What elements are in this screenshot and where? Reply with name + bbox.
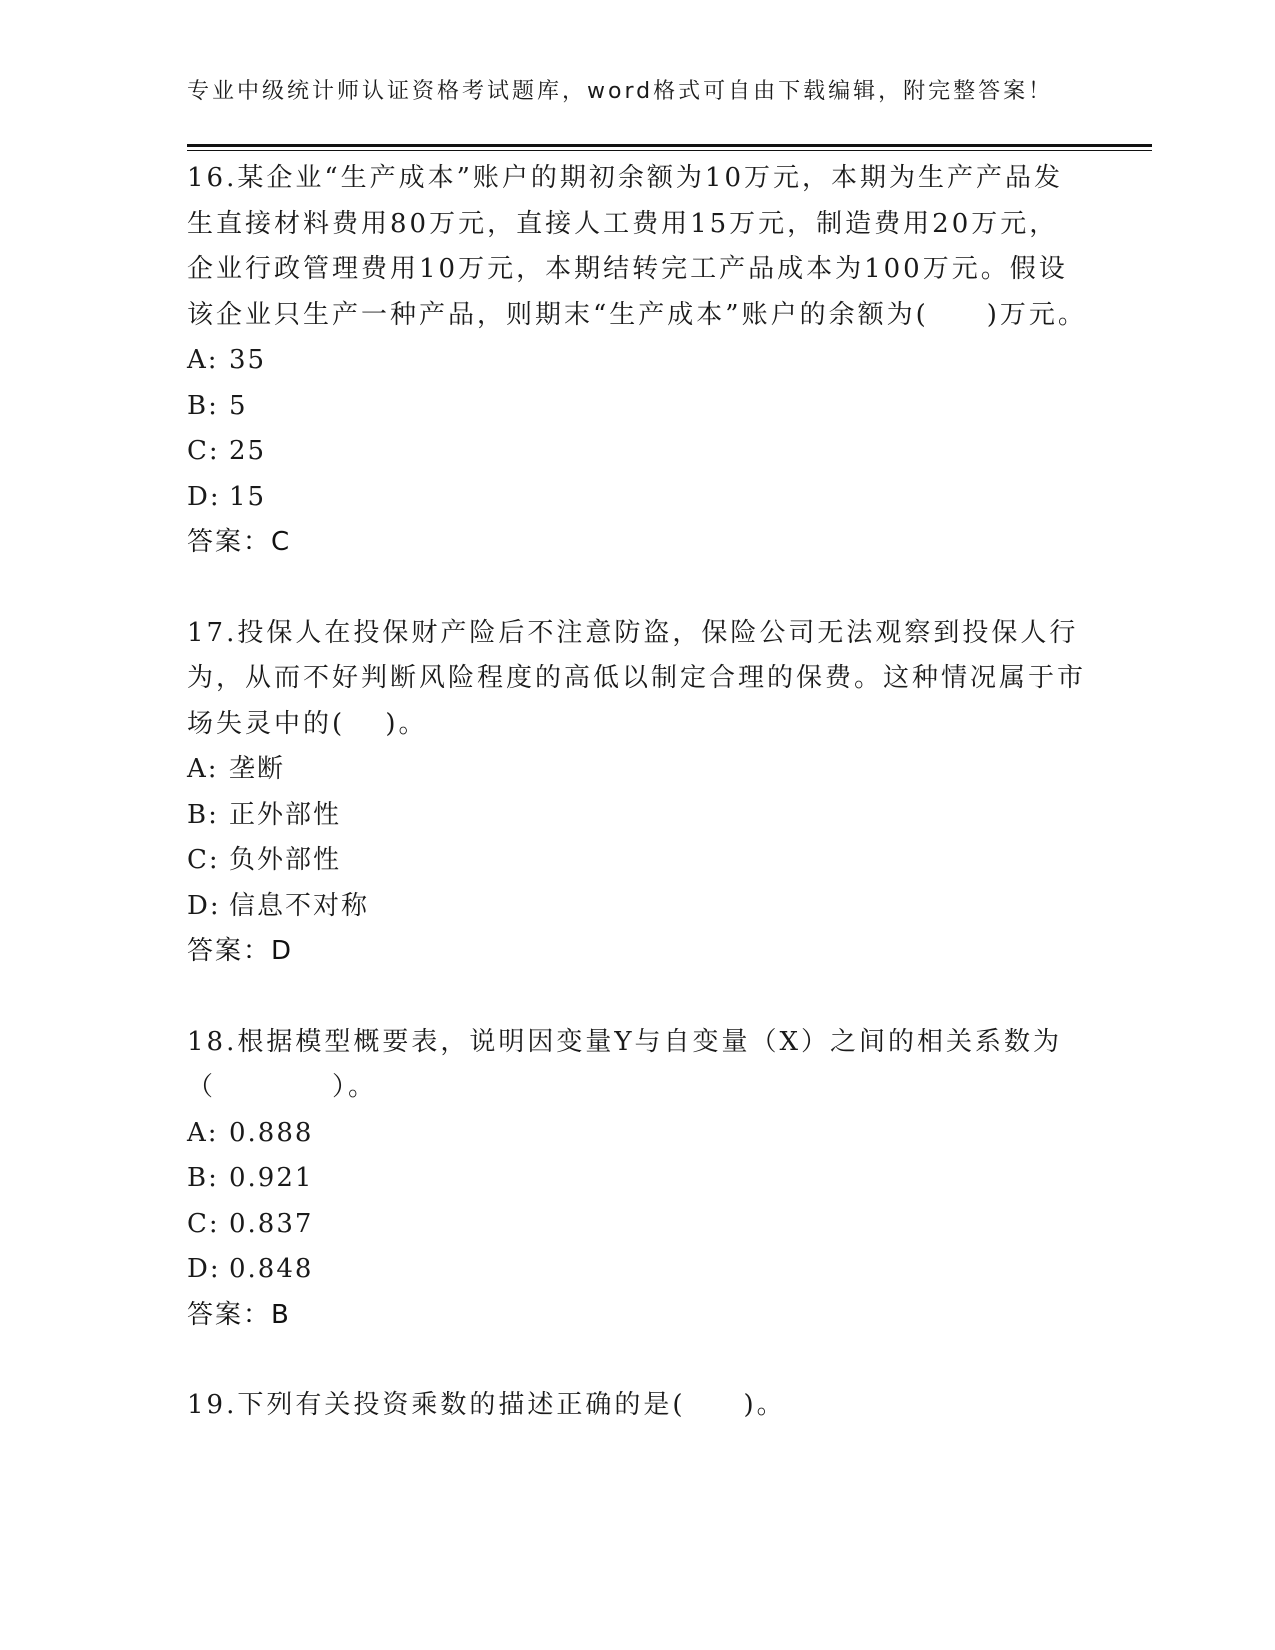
question-18 — [187, 1020, 1087, 1339]
option-letter: A: — [187, 754, 219, 784]
option-text: 15 — [229, 481, 267, 512]
option-text: 25 — [229, 436, 267, 466]
question-19 — [187, 1383, 1087, 1429]
option-letter: D: — [187, 481, 221, 512]
option-text: 0.848 — [229, 1254, 314, 1284]
question-list — [187, 156, 1087, 1429]
option-c — [187, 838, 1087, 884]
option-c — [187, 1202, 1087, 1248]
header-rule-thick — [187, 144, 1152, 147]
answer-line: 答案：D — [187, 936, 294, 966]
page-header: 专业中级统计师认证资格考试题库，word格式可自由下载编辑，附完整答案！ — [187, 79, 1054, 104]
option-d — [187, 1247, 1087, 1293]
option-letter: C: — [187, 1208, 220, 1239]
option-text: 0.921 — [229, 1163, 314, 1193]
option-letter: D: — [187, 1254, 221, 1284]
option-text: 垄断 — [229, 754, 286, 784]
option-letter: C: — [187, 436, 220, 466]
option-letter: B: — [187, 799, 219, 830]
option-b — [187, 384, 1087, 430]
question-stem: 16.某企业“生产成本”账户的期初余额为10万元，本期为生产产品发生直接材料费用80万元，直接人工费用15万元，制造费用20万元，企业行政管理费用10万元，本期结转完工产品成本为100万元。假设该企业只生产一种产品，则期末“生产成本”账户的余额为( )万元。 — [187, 163, 1087, 330]
question-stem: 17.投保人在投保财产险后不注意防盗，保险公司无法观察到投保人行为，从而不好判断风险程度的高低以制定合理的保费。这种情况属于市场失灵中的( )。 — [187, 617, 1087, 739]
option-text: 信息不对称 — [229, 890, 370, 921]
option-letter: B: — [187, 1163, 219, 1193]
option-text: 35 — [229, 345, 267, 375]
option-text: 5 — [229, 390, 248, 421]
answer-line: 答案：C — [187, 527, 292, 557]
option-b — [187, 1156, 1087, 1202]
option-a — [187, 338, 1087, 384]
option-a — [187, 1111, 1087, 1157]
option-text: 正外部性 — [229, 799, 342, 830]
option-d — [187, 884, 1087, 930]
option-text: 0.888 — [229, 1117, 314, 1148]
option-b — [187, 793, 1087, 839]
option-letter: D: — [187, 890, 221, 921]
question-17 — [187, 611, 1087, 975]
answer-line: 答案：B — [187, 1299, 291, 1330]
question-16 — [187, 156, 1087, 566]
option-text: 负外部性 — [229, 845, 342, 875]
option-a — [187, 747, 1087, 793]
question-stem: 19.下列有关投资乘数的描述正确的是( )。 — [187, 1390, 786, 1420]
option-d — [187, 475, 1087, 521]
option-c — [187, 429, 1087, 475]
option-letter: A: — [187, 345, 219, 375]
option-letter: C: — [187, 845, 220, 875]
option-letter: A: — [187, 1117, 219, 1148]
question-stem: 18.根据模型概要表，说明因变量Y与自变量（X）之间的相关系数为（ ）。 — [187, 1026, 1063, 1102]
header-rule-thin — [187, 150, 1152, 151]
option-text: 0.837 — [229, 1208, 314, 1239]
option-letter: B: — [187, 390, 219, 421]
